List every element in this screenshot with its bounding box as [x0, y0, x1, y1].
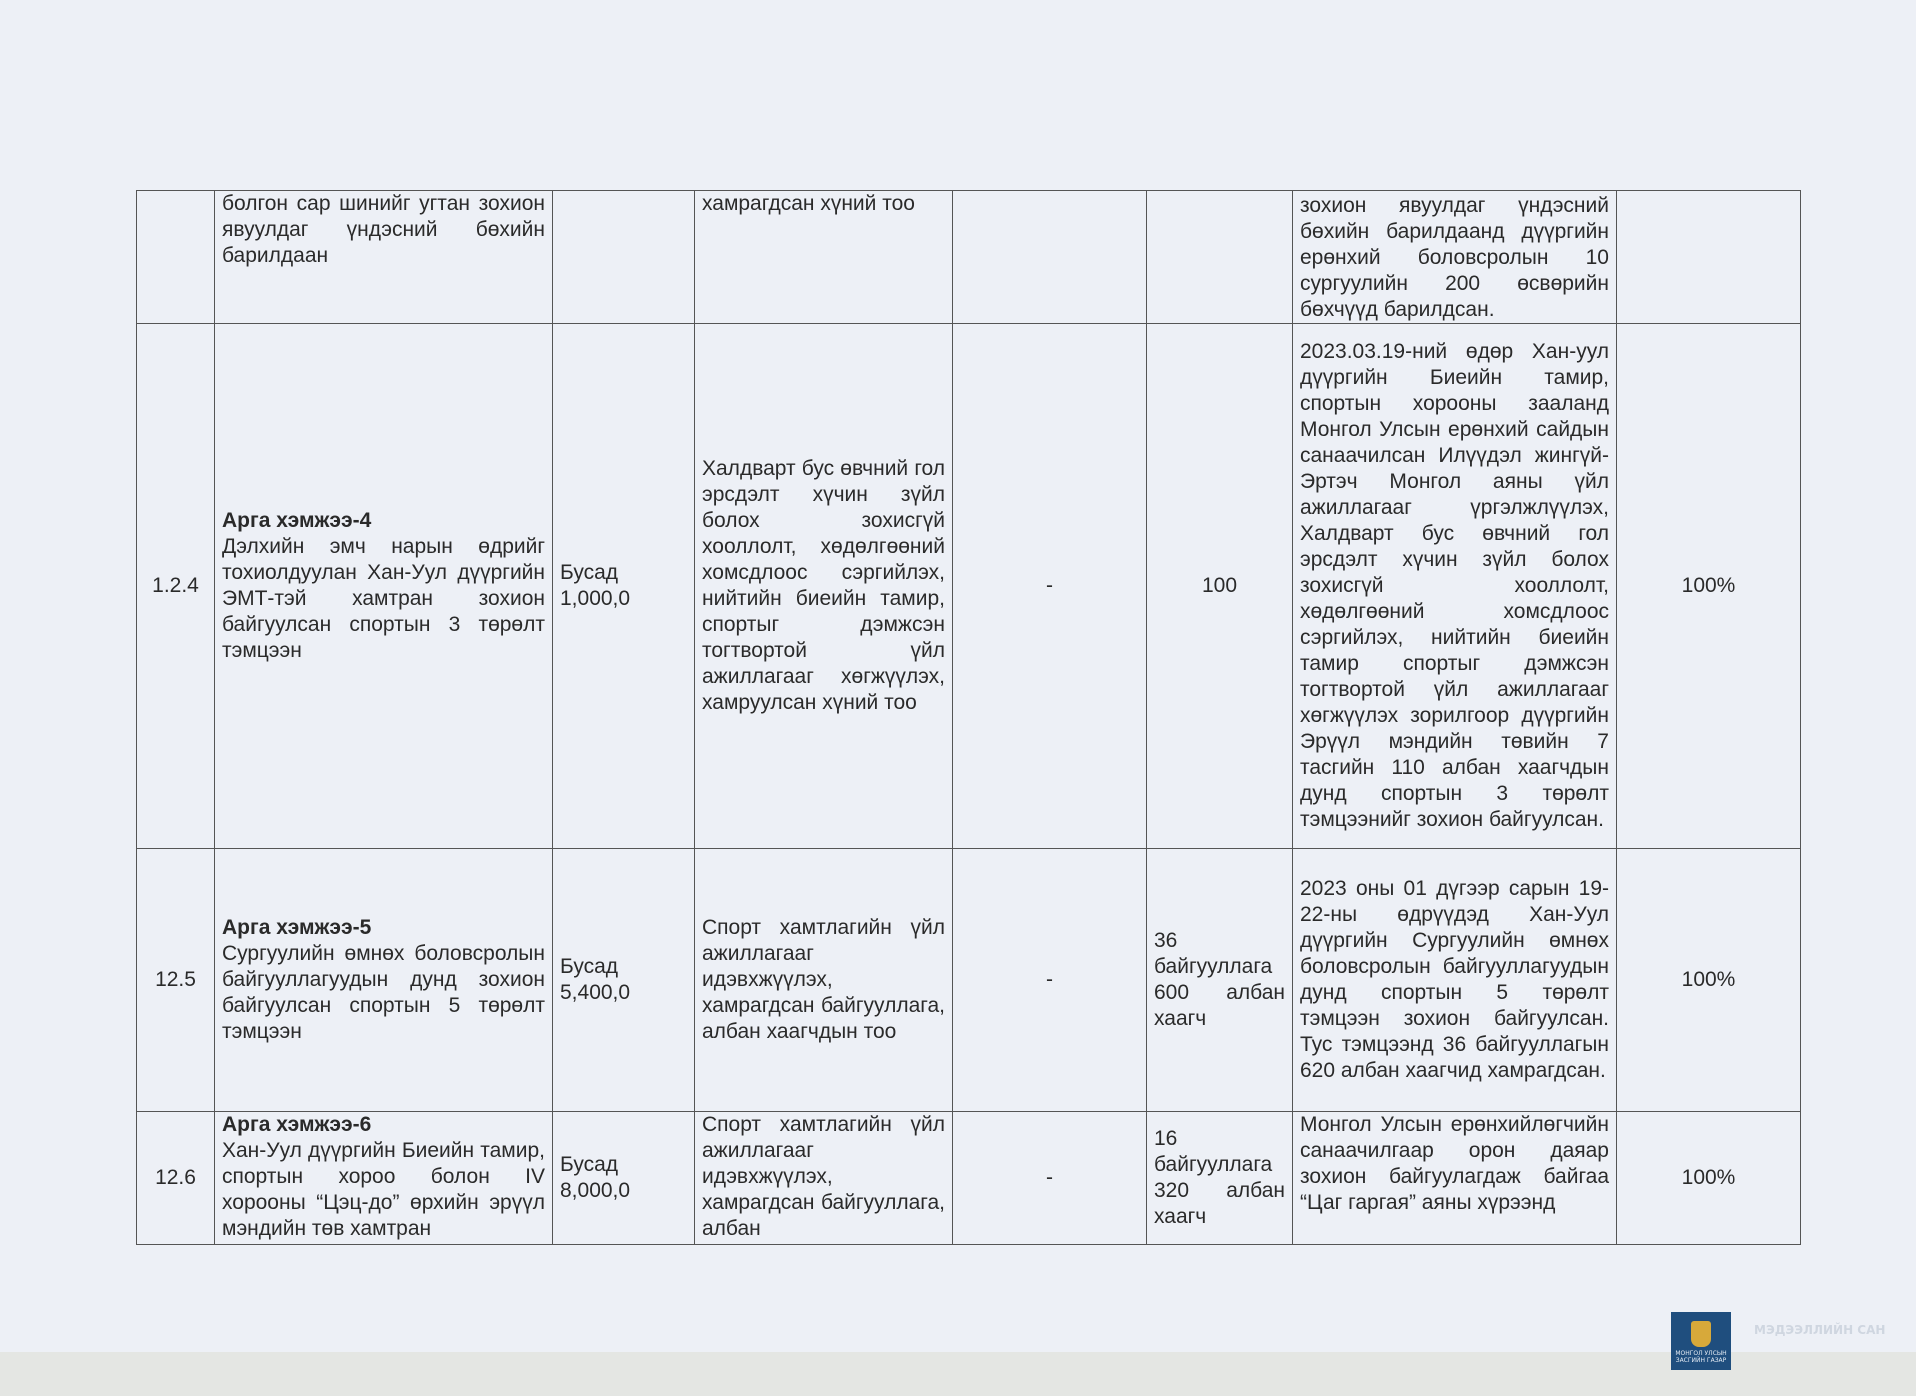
progress-cell: 2023 оны 01 дүгээр сарын 19-22-ны өдрүүдэд Хан-Уул дүүргийн Сургуулийн өмнөх боловсролын байгууллагуудын дунд спортын 5 төрөлт тэмцээн зохион байгуулсан. Тус тэмцээнд 36 байгууллагын 620 албан хаагчид хамрагдсан.: [1293, 849, 1617, 1112]
row-number: 12.6: [137, 1112, 215, 1245]
table-row: [137, 324, 1801, 849]
measure-cell: [215, 849, 553, 1112]
measure-description: Сургуулийн өмнөх боловсролын байгууллагуудын дунд зохион байгуулсан спортын 5 төрөлт тэмцээн: [222, 942, 545, 1043]
percent-cell: 100%: [1617, 1112, 1801, 1245]
baseline-cell: -: [953, 324, 1147, 849]
target-cell: 36 байгууллага 600 албан хаагч: [1147, 849, 1293, 1112]
percent-cell: [1617, 191, 1801, 324]
table-row: [137, 191, 1801, 324]
row-number: [137, 191, 215, 324]
measure-description: болгон сар шинийг угтан зохион явуулдаг үндэсний бөхийн барилдаан: [222, 192, 545, 267]
logo-caption: МОНГОЛ УЛСЫН ЗАСГИЙН ГАЗАР: [1675, 1349, 1727, 1364]
measure-cell: [215, 191, 553, 324]
percent-cell: 100%: [1617, 849, 1801, 1112]
target-cell: [1147, 191, 1293, 324]
report-table: [136, 190, 1801, 1245]
measure-description: Дэлхийн эмч нарын өдрийг тохиолдуулан Хан-Уул дүүргийн ЭМТ-тэй хамтран зохион байгуулсан спортын 3 төрөлт тэмцээн: [222, 535, 545, 662]
baseline-cell: -: [953, 1112, 1147, 1245]
row-number: 1.2.4: [137, 324, 215, 849]
row-number: 12.5: [137, 849, 215, 1112]
indicator-cell: Спорт хамтлагийн үйл ажиллагааг идэвхжүүлэх, хамрагдсан байгууллага, албан: [695, 1112, 953, 1245]
funding-cell: [553, 191, 695, 324]
measure-title: Арга хэмжээ-6: [222, 1113, 372, 1136]
soyombo-emblem-icon: [1691, 1321, 1711, 1347]
measure-cell: [215, 324, 553, 849]
indicator-cell: хамрагдсан хүний тоо: [695, 191, 953, 324]
progress-cell: 2023.03.19-ний өдөр Хан-уул дүүргийн Биеийн тамир, спортын хорооны зааланд Монгол Улсын ерөнхий сайдын санаачилсан Илүүдэл жингүй-Эртэч Монгол аяны үйл ажиллагааг үргэлжлүүлэх, Халдварт бус өвчний гол эрсдэлт хүчин зүйл болох зохисгүй хооллолт, хөдөлгөөний хомсдлоос сэргийлэх, нийтийн биеийн тамир спортыг дэмжсэн тогтвортой үйл ажиллагааг хөгжүүлэх зорилгоор дүүргийн Эрүүл мэндийн төвийн 7 тасгийн 110 албан хаагчдын дунд спортын 3 төрөлт тэмцээнийг зохион байгуулсан.: [1293, 324, 1617, 849]
indicator-cell: Спорт хамтлагийн үйл ажиллагааг идэвхжүүлэх, хамрагдсан байгууллага, албан хаагчдын тоо: [695, 849, 953, 1112]
measure-description: Хан-Уул дүүргийн Биеийн тамир, спортын хороо болон IV хорооны “Цэц-до” өрхийн эрүүл мэндийн төв хамтран: [222, 1139, 545, 1240]
target-cell: 100: [1147, 324, 1293, 849]
measure-title: Арга хэмжээ-4: [222, 509, 372, 532]
table-row: [137, 1112, 1801, 1245]
progress-cell: зохион явуулдаг үндэсний бөхийн барилдаанд дүүргийн ерөнхий боловсролын 10 сургуулийн 200 өсвөрийн бөхчүүд барилдсан.: [1293, 191, 1617, 324]
progress-cell: Монгол Улсын ерөнхийлөгчийн санаачилгаар орон даяар зохион байгуулагдаж байгаа “Цаг гаргая” аяны хүрээнд: [1293, 1112, 1617, 1245]
funding-cell: Бусад 1,000,0: [553, 324, 695, 849]
baseline-cell: -: [953, 849, 1147, 1112]
measure-title: Арга хэмжээ-5: [222, 916, 372, 939]
funding-cell: Бусад 8,000,0: [553, 1112, 695, 1245]
measure-cell: [215, 1112, 553, 1245]
funding-cell: Бусад 5,400,0: [553, 849, 695, 1112]
watermark-text: МЭДЭЭЛЛИЙН САН: [1754, 1323, 1886, 1337]
table-row: [137, 849, 1801, 1112]
percent-cell: 100%: [1617, 324, 1801, 849]
indicator-cell: Халдварт бус өвчний гол эрсдэлт хүчин зүйл болох зохисгүй хооллолт, хөдөлгөөний хомсдлоос сэргийлэх, нийтийн биеийн тамир, спортыг дэмжсэн тогтвортой үйл ажиллагааг хөгжүүлэх, хамруулсан хүний тоо: [695, 324, 953, 849]
target-cell: 16 байгууллага 320 албан хаагч: [1147, 1112, 1293, 1245]
page-bottom-edge: [0, 1349, 1916, 1396]
government-logo: [1671, 1312, 1731, 1370]
baseline-cell: [953, 191, 1147, 324]
